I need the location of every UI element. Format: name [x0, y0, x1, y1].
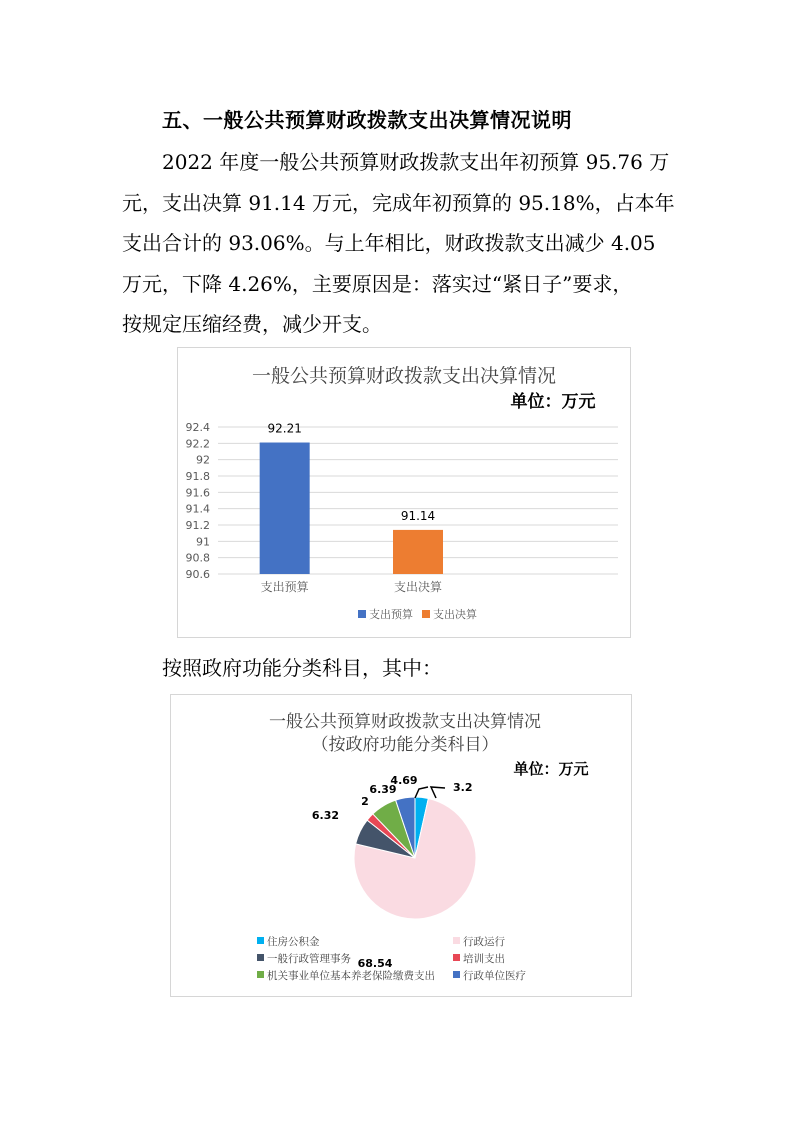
y-tick-label: 91.6: [185, 486, 210, 500]
paragraph-line: 按规定压缩经费，减少开支。: [122, 312, 382, 336]
legend-swatch: [453, 971, 460, 978]
y-tick-label: 92.2: [185, 437, 210, 451]
pie-data-label: 6.39: [369, 783, 397, 796]
bar-data-label: 92.21: [267, 421, 302, 436]
legend-label: 一般行政管理事务: [267, 953, 351, 965]
subheading: 按照政府功能分类科目，其中：: [162, 656, 442, 680]
leader-line: [431, 787, 445, 798]
legend-label: 行政运行: [463, 936, 505, 948]
legend-label: 培训支出: [463, 953, 505, 965]
paragraph-line: 万元，下降 4.26%，主要原因是：落实过“紧日子”要求，: [122, 271, 633, 296]
bar-chart: [178, 348, 630, 637]
bar-chart-frame: [177, 347, 631, 638]
pie-data-label: 68.54: [357, 957, 393, 970]
pie-chart-title: 一般公共预算财政拨款支出决算情况: [269, 712, 541, 732]
y-tick-label: 91.4: [185, 502, 210, 516]
y-tick-label: 92: [196, 453, 210, 467]
pie-chart-title-2: （按政府功能分类科目）: [311, 735, 499, 755]
legend-swatch: [453, 937, 460, 944]
legend-label: 住房公积金: [267, 936, 320, 948]
legend-label: 支出预算: [369, 608, 413, 621]
bar-chart-unit: 单位：万元: [510, 392, 596, 412]
pie-data-label: 3.2: [453, 781, 473, 794]
y-tick-label: 90.8: [185, 551, 210, 565]
section-heading: 五、一般公共预算财政拨款支出决算情况说明: [162, 108, 572, 132]
y-tick-label: 91: [196, 535, 210, 549]
paragraph-line: 元，支出决算 91.14 万元，完成年初预算的 95.18%，占本年: [122, 190, 675, 215]
body-paragraph: [122, 142, 684, 345]
legend-swatch: [358, 610, 366, 618]
y-tick-label: 92.4: [185, 421, 210, 434]
y-tick-label: 91.8: [185, 470, 210, 483]
bar: [393, 530, 443, 574]
pie-chart-frame: [170, 694, 632, 997]
pie-chart: [171, 695, 631, 996]
legend-swatch: [422, 610, 430, 618]
legend-swatch: [257, 937, 264, 944]
x-tick-label: 支出预算: [260, 580, 309, 594]
bar: [260, 443, 310, 574]
pie-data-label: 2: [361, 795, 369, 808]
x-tick-label: 支出决算: [393, 580, 443, 594]
pie-chart-unit: 单位：万元: [513, 760, 589, 778]
legend-swatch: [257, 971, 264, 978]
paragraph-line: 支出合计的 93.06%。与上年相比，财政拨款支出减少 4.05: [122, 231, 656, 255]
legend-swatch: [257, 954, 264, 961]
y-tick-label: 90.6: [185, 568, 210, 581]
y-tick-label: 91.2: [185, 519, 210, 532]
pie-data-label: 6.32: [311, 809, 339, 822]
bar-chart-title: 一般公共预算财政拨款支出决算情况: [251, 365, 557, 387]
leader-line: [415, 787, 428, 798]
legend-label: 行政单位医疗: [463, 970, 526, 982]
legend-swatch: [453, 954, 460, 961]
paragraph-line: 2022 年度一般公共预算财政拨款支出年初预算 95.76 万: [162, 150, 670, 174]
legend-label: 机关事业单位基本养老保险缴费支出: [267, 970, 435, 982]
pie-data-label: 4.69: [390, 774, 418, 787]
bar-data-label: 91.14: [400, 508, 436, 523]
legend-label: 支出决算: [433, 608, 477, 621]
